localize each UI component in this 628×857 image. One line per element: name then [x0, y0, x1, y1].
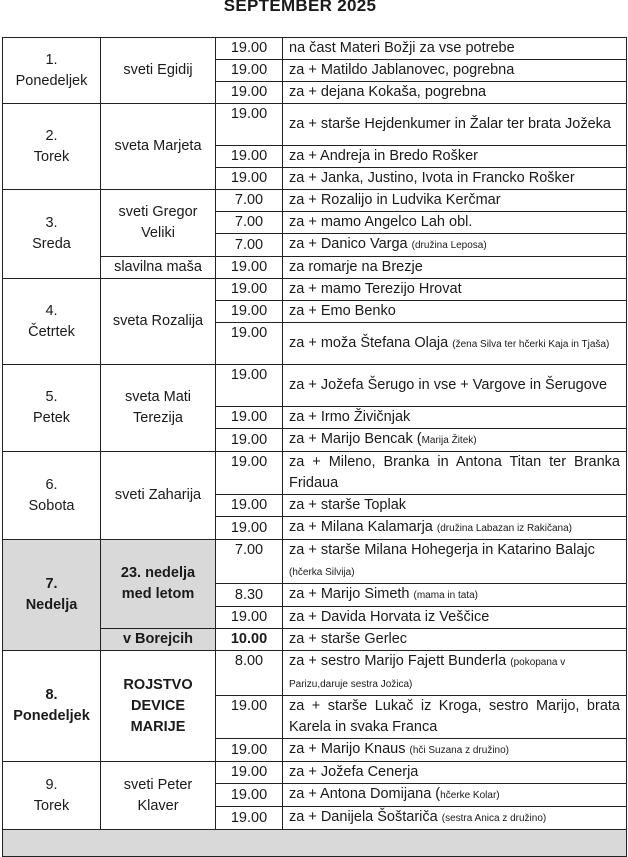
day-name: Sobota	[28, 497, 75, 514]
mass-time: 19.00	[216, 365, 283, 407]
saint-cell	[101, 190, 216, 257]
mass-intention	[283, 807, 627, 830]
mass-time: 19.00	[216, 452, 283, 495]
mass-schedule-table	[2, 37, 627, 857]
intention-text: za + Marijo Knaus	[289, 741, 406, 757]
mass-time: 19.00	[216, 784, 283, 807]
intention-text: na čast Materi Božji za vse potrebe	[289, 40, 515, 56]
saint-cell	[101, 279, 216, 365]
intention-note: (žena Silva ter hčerki Kaja in Tjaša)	[452, 338, 610, 350]
mass-time: 19.00	[216, 257, 283, 279]
mass-time: 10.00	[216, 629, 283, 651]
saint-name-line: Klaver	[137, 797, 179, 814]
intention-text: za + starše Milana Hohegerja in Katarino Balajc	[289, 542, 595, 558]
intention-text: za + Danijela Šoštariča	[289, 809, 438, 825]
intention-note: (hči Suzana z družino)	[409, 745, 509, 756]
mass-time: 19.00	[216, 168, 283, 190]
intention-note: Marija Žitek)	[421, 435, 477, 446]
intention-text: za + Danico Varga	[289, 236, 408, 252]
day-cell	[3, 365, 101, 452]
intention-text: za + Janka, Justino, Ivota in Francko Rošker	[289, 170, 575, 186]
saint-name-line: DEVICE	[131, 697, 185, 714]
saint-name-line: MARIJE	[130, 718, 186, 735]
intention-text: za + Marijo Simeth	[289, 586, 410, 602]
intention-note: (mama in tata)	[413, 590, 478, 601]
intention-text: za + Antona Domijana (	[289, 786, 441, 802]
intention-text: za + Mileno, Branka in Antona Titan ter Branka Fridaua	[289, 454, 620, 491]
day-cell	[3, 279, 101, 365]
intention-text: za + starše Lukač iz Kroga, sestro Marijo, brata Karela in svaka Franca	[289, 698, 620, 735]
page-title: SEPTEMBER 2025	[223, 0, 377, 15]
intention-text: za + Davida Horvata iz Veščice	[289, 609, 490, 625]
mass-intention	[283, 323, 627, 365]
mass-intention	[283, 429, 627, 452]
mass-intention	[283, 301, 627, 323]
day-number: 7.	[45, 576, 58, 592]
mass-time: 8.00	[216, 651, 283, 696]
mass-row	[3, 365, 627, 407]
mass-intention	[283, 696, 627, 739]
mass-intention	[283, 146, 627, 168]
mass-row	[3, 279, 627, 301]
mass-time: 7.00	[216, 212, 283, 234]
mass-row	[3, 190, 627, 212]
day-name: Nedelja	[25, 597, 78, 613]
saint-name-line: med letom	[121, 586, 195, 602]
intention-note: (pokopana v Parizu,daruje sestra Jožica)	[289, 657, 566, 690]
saint-cell	[101, 762, 216, 830]
day-cell	[3, 190, 101, 279]
mass-intention	[283, 607, 627, 629]
mass-intention: za + starše Gerlec	[283, 629, 627, 651]
saint-cell	[101, 540, 216, 629]
day-number: 1.	[45, 51, 58, 68]
saint-name-line: sveti Gregor	[118, 204, 198, 220]
intention-note: (sestra Anica z družino)	[441, 813, 547, 824]
day-name: Torek	[33, 148, 70, 165]
day-cell	[3, 452, 101, 540]
day-name: Ponedeljek	[15, 72, 88, 89]
intention-text: za + Milana Kalamarja	[289, 519, 433, 535]
day-name: Četrtek	[28, 323, 75, 340]
mass-intention	[283, 190, 627, 212]
day-number: 6.	[45, 476, 58, 493]
mass-time: 19.00	[216, 279, 283, 301]
day-number: 9.	[45, 776, 58, 793]
saint-cell	[101, 651, 216, 762]
mass-time: 8.30	[216, 584, 283, 607]
intention-note: (družina Leposa)	[411, 240, 487, 251]
mass-time: 19.00	[216, 407, 283, 429]
saint-name-line: Veliki	[141, 225, 175, 241]
mass-time: 19.00	[216, 762, 283, 784]
mass-time: 19.00	[216, 429, 283, 452]
saint-cell	[101, 452, 216, 540]
mass-intention	[283, 651, 627, 696]
mass-intention	[283, 38, 627, 60]
mass-time: 19.00	[216, 739, 283, 762]
intention-text: za + Andreja in Bredo Rošker	[289, 148, 479, 164]
saint-name-line: sveta Rozalija	[112, 313, 204, 329]
mass-time: 7.00	[216, 190, 283, 212]
mass-intention	[283, 584, 627, 607]
mass-intention	[283, 212, 627, 234]
mass-time: 19.00	[216, 696, 283, 739]
intention-text: za + Jožefa Cenerja	[289, 764, 419, 780]
mass-row	[3, 452, 627, 495]
mass-time: 19.00	[216, 607, 283, 629]
mass-intention	[283, 279, 627, 301]
saint-cell	[101, 104, 216, 190]
saint-cell	[101, 365, 216, 452]
day-number: 8.	[45, 687, 58, 703]
mass-intention	[283, 407, 627, 429]
mass-intention	[283, 60, 627, 82]
mass-time: 19.00	[216, 495, 283, 517]
mass-intention	[283, 452, 627, 495]
footer-empty-cell	[3, 830, 627, 857]
saint-name-line: sveti Peter	[123, 776, 193, 793]
saint-name-line: 23. nedelja	[120, 565, 196, 581]
saint-name-line: Terezija	[133, 410, 183, 426]
mass-intention	[283, 495, 627, 517]
mass-intention: za romarje na Brezje	[283, 257, 627, 279]
intention-text: za + starše Hejdenkumer in Žalar ter brata Jožeka	[289, 116, 611, 132]
day-cell	[3, 540, 101, 651]
day-name: Sreda	[32, 236, 71, 252]
footer-row	[3, 830, 627, 857]
day-cell	[3, 651, 101, 762]
intention-text: za + mamo Angelco Lah obl.	[289, 214, 473, 230]
day-number: 3.	[45, 215, 58, 231]
mass-intention	[283, 234, 627, 257]
mass-time: 19.00	[216, 146, 283, 168]
intention-text: za + Emo Benko	[289, 303, 396, 319]
day-name: Torek	[33, 797, 70, 814]
saint-cell	[101, 38, 216, 104]
day-cell	[3, 762, 101, 830]
intention-text: za + dejana Kokaša, pogrebna	[289, 84, 487, 100]
mass-time: 19.00	[216, 517, 283, 540]
mass-intention	[283, 365, 627, 407]
mass-time: 19.00	[216, 82, 283, 104]
extra-mass-label: v Borejcih	[101, 629, 216, 651]
mass-intention	[283, 104, 627, 146]
saint-name-line: sveta Mati	[124, 389, 192, 405]
intention-note: hčerke Kolar)	[440, 790, 500, 801]
saint-name-line: sveta Marjeta	[114, 138, 202, 154]
day-cell	[3, 104, 101, 190]
mass-time: 19.00	[216, 301, 283, 323]
mass-time: 19.00	[216, 60, 283, 82]
saint-name-line: sveti Egidij	[123, 62, 193, 78]
intention-note: (družina Labazan iz Rakičana)	[436, 523, 572, 534]
intention-text: za + mamo Terezijo Hrovat	[289, 281, 462, 297]
intention-text: za + starše Toplak	[289, 497, 407, 513]
mass-time: 7.00	[216, 540, 283, 584]
day-number: 4.	[45, 302, 58, 319]
mass-intention	[283, 168, 627, 190]
day-number: 5.	[45, 389, 58, 405]
mass-intention	[283, 762, 627, 784]
mass-intention	[283, 517, 627, 540]
mass-time: 19.00	[216, 323, 283, 365]
day-name: Petek	[32, 410, 71, 426]
intention-text: za + Jožefa Šerugo in vse + Vargove in Šerugove	[289, 377, 608, 393]
day-cell	[3, 38, 101, 104]
mass-row	[3, 762, 627, 784]
intention-text: za + Rozalijo in Ludvika Kerčmar	[289, 192, 501, 208]
day-name: Ponedeljek	[13, 708, 90, 724]
mass-intention	[283, 739, 627, 762]
intention-text: za + Marijo Bencak (	[289, 431, 422, 447]
extra-mass-label: slavilna maša	[101, 257, 216, 279]
mass-intention	[283, 784, 627, 807]
mass-time: 7.00	[216, 234, 283, 257]
intention-text: za + Irmo Živičnjak	[289, 409, 411, 425]
saint-name-line: sveti Zaharija	[114, 487, 202, 503]
mass-time: 19.00	[216, 38, 283, 60]
mass-intention	[283, 82, 627, 104]
mass-row	[3, 540, 627, 584]
saint-name-line: ROJSTVO	[123, 676, 193, 693]
intention-note: (hčerka Silvija)	[289, 567, 355, 578]
mass-time: 19.00	[216, 807, 283, 830]
day-number: 2.	[45, 127, 58, 144]
mass-row	[3, 651, 627, 696]
intention-text: za + Matildo Jablanovec, pogrebna	[289, 62, 515, 78]
mass-time: 19.00	[216, 104, 283, 146]
mass-row	[3, 104, 627, 146]
mass-intention	[283, 540, 627, 584]
intention-text: za + moža Štefana Olaja	[289, 334, 449, 351]
intention-text: za + sestro Marijo Fajett Bunderla	[289, 653, 507, 669]
mass-row	[3, 38, 627, 60]
